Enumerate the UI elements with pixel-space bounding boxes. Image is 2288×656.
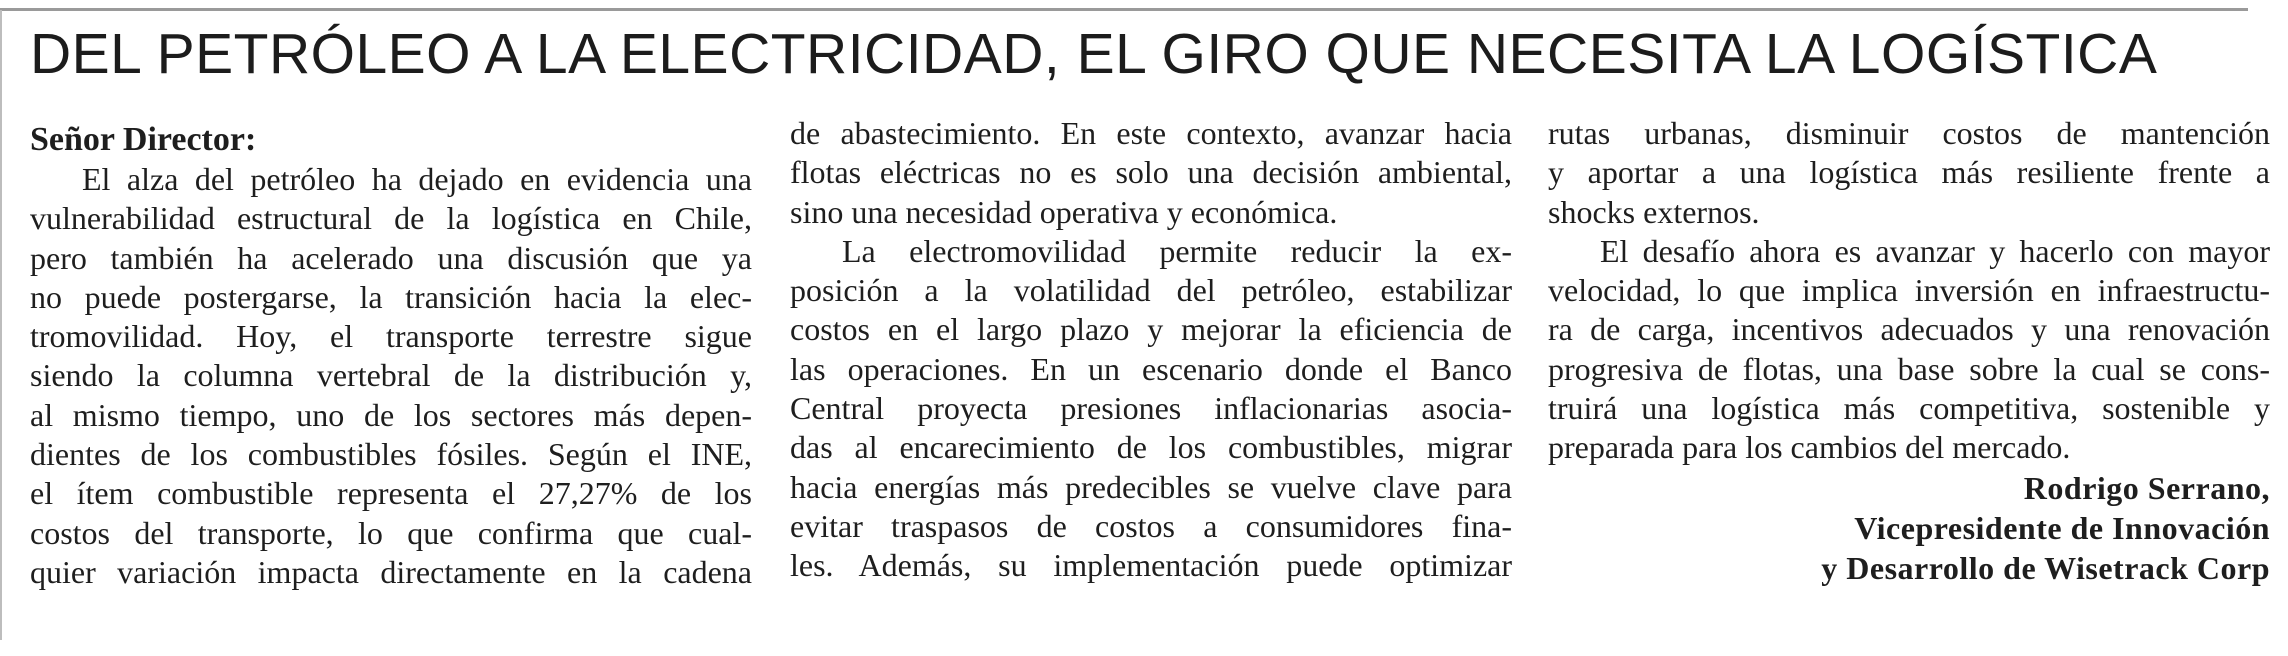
text-line: Central proyecta presiones inflacionarias asocia-: [790, 390, 1512, 427]
salutation: Señor Director:: [30, 121, 257, 158]
text-line: rutas urbanas, disminuir costos de mantención: [1548, 115, 2270, 151]
column-2: [790, 114, 1512, 586]
text-line: vulnerabilidad estructural de la logística en Chile,: [30, 200, 752, 237]
text-line: La electromovilidad permite reducir la ex-: [842, 232, 1512, 269]
signature: [1548, 468, 2270, 588]
left-rule: [0, 10, 2, 640]
paragraph-3: [1548, 232, 2270, 468]
text-line: siendo la columna vertebral de la distribución y,: [30, 357, 752, 394]
text-line: evitar traspasos de costos a consumidores fina-: [790, 507, 1512, 544]
text-line: dientes de los combustibles fósiles. Según el INE,: [30, 436, 752, 473]
text-line: y aportar a una logística más resiliente frente a: [1548, 154, 2270, 191]
text-line: el ítem combustible representa el 27,27% de los: [30, 475, 752, 512]
text-line: al mismo tiempo, uno de los sectores más depen-: [30, 396, 752, 433]
text-line: costos en el largo plazo y mejorar la eficiencia de: [790, 311, 1512, 348]
text-line: no puede postergarse, la transición hacia la elec-: [30, 278, 752, 315]
text-line: ra de carga, incentivos adecuados y una renovación: [1548, 311, 2270, 348]
text-line: quier variación impacta directamente en la cadena: [30, 553, 752, 590]
signature-role-line-1: Vicepresidente de Innovación: [1854, 509, 2270, 546]
paragraph-2-continued: [1548, 114, 2270, 232]
paragraph-1: [30, 160, 752, 592]
text-line: velocidad, lo que implica inversión en infraestructu-: [1548, 272, 2270, 309]
text-line: truirá una logística más competitiva, sostenible y: [1548, 390, 2270, 427]
column-1: [30, 120, 752, 592]
paragraph-2: [790, 232, 1512, 586]
text-line: shocks externos.: [1548, 193, 1760, 230]
text-line: pero también ha acelerado una discusión que ya: [30, 239, 752, 276]
text-line: tromovilidad. Hoy, el transporte terrestre sigue: [30, 318, 752, 355]
text-line: das al encarecimiento de los combustibles, migrar: [790, 429, 1512, 466]
signature-role-line-2: y Desarrollo de Wisetrack Corp: [1821, 549, 2270, 586]
text-line: sino una necesidad operativa y económica.: [790, 193, 1338, 230]
text-line: las operaciones. En un escenario donde el Banco: [790, 350, 1512, 387]
column-3: [1548, 114, 2270, 588]
top-rule: [0, 8, 2248, 11]
text-line: posición a la volatilidad del petróleo, estabilizar: [790, 272, 1512, 309]
text-line: costos del transporte, lo que confirma que cual-: [30, 514, 752, 551]
signature-name: Rodrigo Serrano,: [2023, 469, 2270, 506]
text-line: preparada para los cambios del mercado.: [1548, 429, 2071, 466]
text-line: flotas eléctricas no es solo una decisión ambiental,: [790, 154, 1512, 191]
paragraph-1-continued: [790, 114, 1512, 232]
text-line: hacia energías más predecibles se vuelve clave para: [790, 468, 1512, 505]
headline: DEL PETRÓLEO A LA ELECTRICIDAD, EL GIRO QUE NECESITA LA LOGÍSTICA: [30, 22, 2158, 86]
text-line: les. Además, su implementación puede optimizar: [790, 547, 1512, 584]
text-line: progresiva de flotas, una base sobre la cual se cons-: [1548, 350, 2270, 387]
text-line: El desafío ahora es avanzar y hacerlo con mayor: [1600, 232, 2270, 269]
text-line: El alza del petróleo ha dejado en evidencia una: [82, 161, 752, 197]
text-line: de abastecimiento. En este contexto, avanzar hacia: [790, 115, 1512, 151]
